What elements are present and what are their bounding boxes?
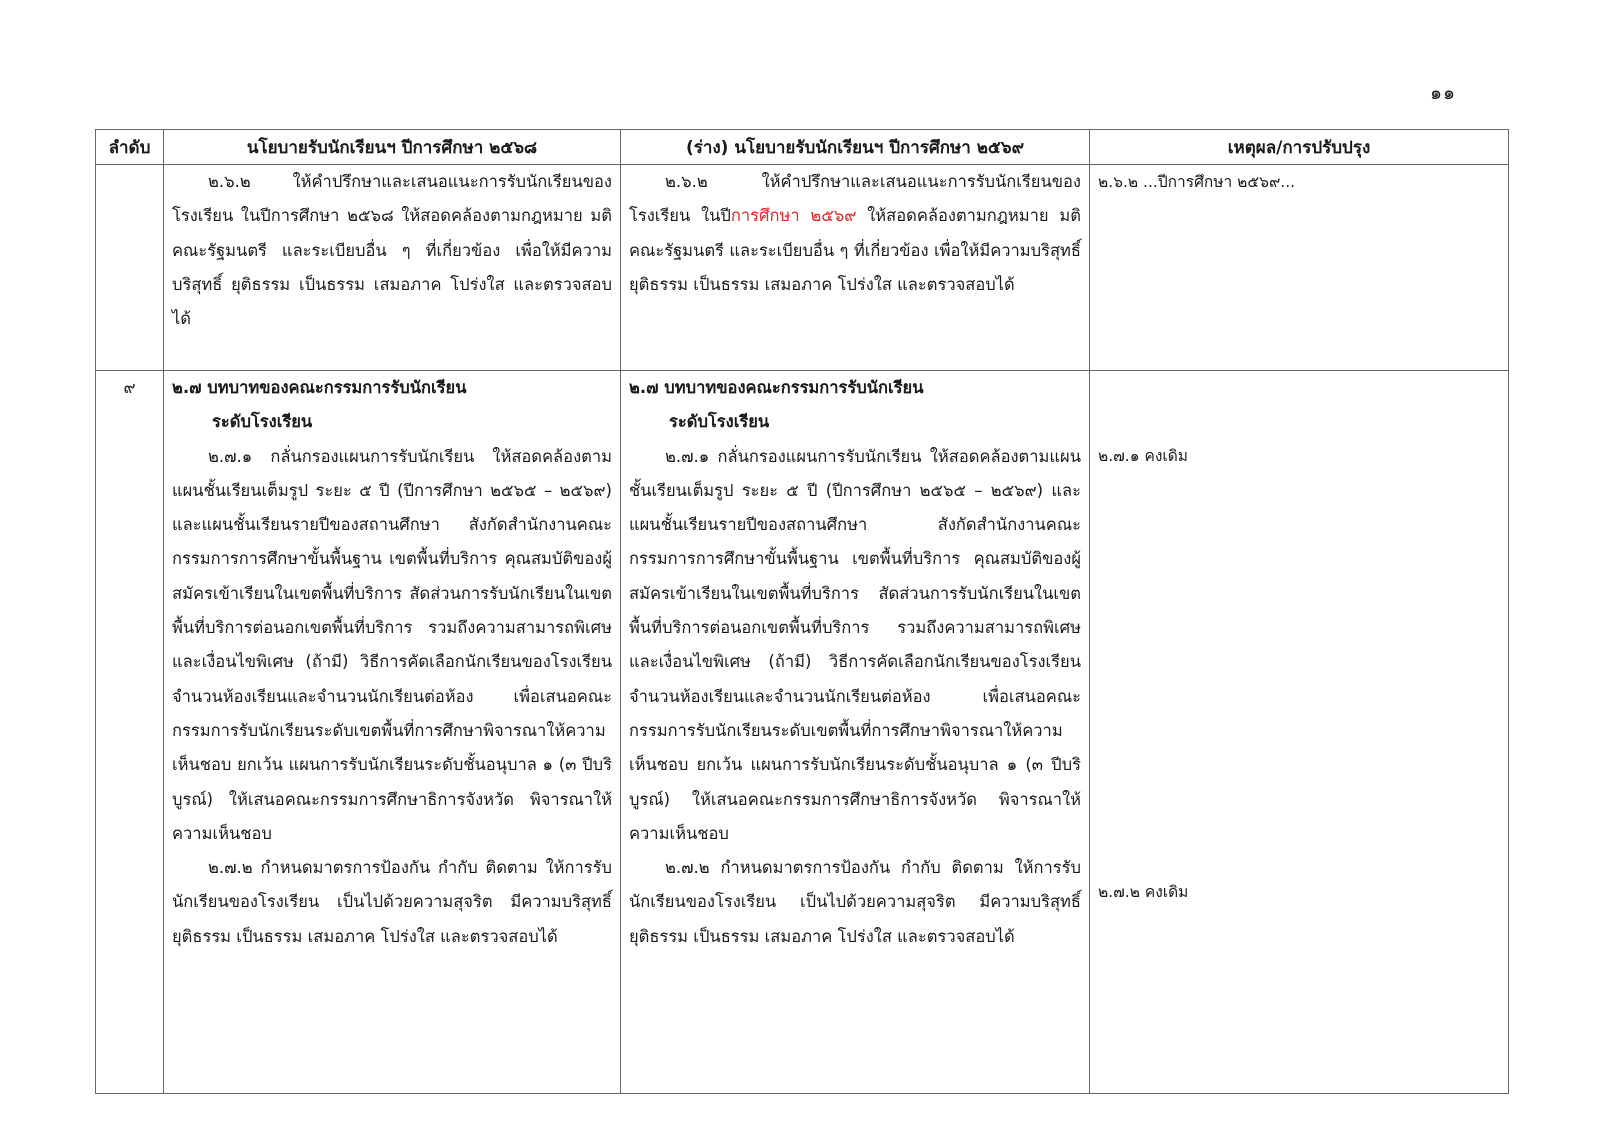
paragraph-2-7-1-2568: ๒.๗.๑ กลั่นกรองแผนการรับนักเรียน ให้สอดคล้องตามแผนชั้นเรียนเต็มรูป ระยะ ๕ ปี (ปีการศึกษา ๒๕๖๕ – ๒๕๖๙) และแผนชั้นเรียนรายปีของสถานศึกษา สังกัดสำนักงานคณะกรรมการการศึกษาขั้นพื้นฐาน เขตพื้นที่บริการ คุณสมบัติของผู้สมัครเข้าเรียนในเขตพื้นที่บริการ สัดส่วนการรับนักเรียนในเขตพื้นที่บริการต่อนอกเขตพื้นที่บริการ รวมถึงความสามารถพิเศษและเงื่อนไขพิเศษ (ถ้ามี) วิธีการคัดเลือกนักเรียนของโรงเรียน จำนวนห้องเรียนและจำนวนนักเรียนต่อห้อง เพื่อเสนอคณะกรรมการรับนักเรียนระดับเขตพื้นที่การศึกษาพิจารณาให้ความเห็นชอบ ยกเว้น แผนการรับนักเรียนระดับชั้นอนุบาล ๑ (๓ ปีบริบูรณ์) ให้เสนอคณะกรรมการศึกษาธิการจังหวัด พิจารณาให้ความเห็นชอบ xyxy=(172,446,612,843)
section-subheading: ระดับโรงเรียน xyxy=(669,412,770,432)
paragraph-2-7-2-2568: ๒.๗.๒ กำหนดมาตรการป้องกัน กำกับ ติดตาม ให้การรับนักเรียนของโรงเรียน เป็นไปด้วยความสุจริต มีความบริสุทธิ์ ยุติธรรม เป็นธรรม เสมอภาค โปร่งใส และตรวจสอบได้ xyxy=(172,858,612,946)
policy-2568-cell xyxy=(164,371,621,1094)
table-header-row xyxy=(96,130,1509,165)
reason-2-6-2: ๒.๖.๒ ...ปีการศึกษา ๒๕๖๙... xyxy=(1098,173,1296,191)
reason-2-7-1: ๒.๗.๑ คงเดิม xyxy=(1098,447,1189,465)
paragraph-2-6-2-2568: ๒.๖.๒ ให้คำปรึกษาและเสนอแนะการรับนักเรียนของโรงเรียน ในปีการศึกษา ๒๕๖๘ ให้สอดคล้องตามกฎหมาย มติคณะรัฐมนตรี และระเบียบอื่น ๆ ที่เกี่ยวข้อง เพื่อให้มีความบริสุทธิ์ ยุติธรรม เป็นธรรม เสมอภาค โปร่งใส และตรวจสอบได้ xyxy=(172,172,612,329)
text-segment: ให้สอดคล้องตามกฎหมาย มติคณะรัฐมนตรี และระเบียบอื่น ๆ ที่เกี่ยวข้อง เพื่อให้มีความบริสุทธิ์ ยุติธรรม เป็นธรรม เสมอภาค โปร่งใส และตรวจสอบได้ xyxy=(629,206,1081,294)
table-row xyxy=(96,371,1509,1094)
reason-cell xyxy=(1090,165,1509,371)
row-number xyxy=(96,165,164,371)
table-row xyxy=(96,165,1509,371)
policy-2569-cell xyxy=(621,165,1090,371)
policy-comparison-table xyxy=(95,129,1509,1094)
section-heading: ๒.๗ บทบาทของคณะกรรมการรับนักเรียน xyxy=(172,378,467,397)
reason-2-7-2: ๒.๗.๒ คงเดิม xyxy=(1098,883,1189,902)
paragraph-2-7-2-2569: ๒.๗.๒ กำหนดมาตรการป้องกัน กำกับ ติดตาม ให้การรับนักเรียนของโรงเรียน เป็นไปด้วยความสุจริต มีความบริสุทธิ์ ยุติธรรม เป็นธรรม เสมอภาค โปร่งใส และตรวจสอบได้ xyxy=(629,858,1081,946)
section-subheading: ระดับโรงเรียน xyxy=(212,412,313,432)
paragraph-2-6-2-2569 xyxy=(629,165,1081,302)
header-no: ลำดับ xyxy=(96,130,164,165)
page-number: ๑๑ xyxy=(1430,82,1457,104)
header-policy-2569: (ร่าง) นโยบายรับนักเรียนฯ ปีการศึกษา ๒๕๖๙ xyxy=(621,130,1090,165)
header-policy-2568: นโยบายรับนักเรียนฯ ปีการศึกษา ๒๕๖๘ xyxy=(164,130,621,165)
policy-2568-cell xyxy=(164,165,621,371)
section-heading: ๒.๗ บทบาทของคณะกรรมการรับนักเรียน xyxy=(629,378,924,397)
highlighted-change: การศึกษา ๒๕๖๙ xyxy=(730,206,857,226)
reason-cell xyxy=(1090,371,1509,1094)
paragraph-2-7-1-2569: ๒.๗.๑ กลั่นกรองแผนการรับนักเรียน ให้สอดคล้องตามแผนชั้นเรียนเต็มรูป ระยะ ๕ ปี (ปีการศึกษา ๒๕๖๕ – ๒๕๖๙) และแผนชั้นเรียนรายปีของสถานศึกษา สังกัดสำนักงานคณะกรรมการการศึกษาขั้นพื้นฐาน เขตพื้นที่บริการ คุณสมบัติของผู้สมัครเข้าเรียนในเขตพื้นที่บริการ สัดส่วนการรับนักเรียนในเขตพื้นที่บริการต่อนอกเขตพื้นที่บริการ รวมถึงความสามารถพิเศษและเงื่อนไขพิเศษ (ถ้ามี) วิธีการคัดเลือกนักเรียนของโรงเรียน จำนวนห้องเรียนและจำนวนนักเรียนต่อห้อง เพื่อเสนอคณะกรรมการรับนักเรียนระดับเขตพื้นที่การศึกษาพิจารณาให้ความเห็นชอบ ยกเว้น แผนการรับนักเรียนระดับชั้นอนุบาล ๑ (๓ ปีบริบูรณ์) ให้เสนอคณะกรรมการศึกษาธิการจังหวัด พิจารณาให้ความเห็นชอบ xyxy=(629,446,1081,843)
spacer xyxy=(1098,371,1500,439)
header-reason: เหตุผล/การปรับปรุง xyxy=(1090,130,1509,165)
spacer xyxy=(1098,473,1500,875)
row-number: ๙ xyxy=(96,371,164,1094)
policy-2569-cell xyxy=(621,371,1090,1094)
text-segment: ๒.๖.๒ ให้คำปรึกษาและเสนอแนะการรับนักเรียนของโรงเรียน ในปี xyxy=(629,172,1081,226)
